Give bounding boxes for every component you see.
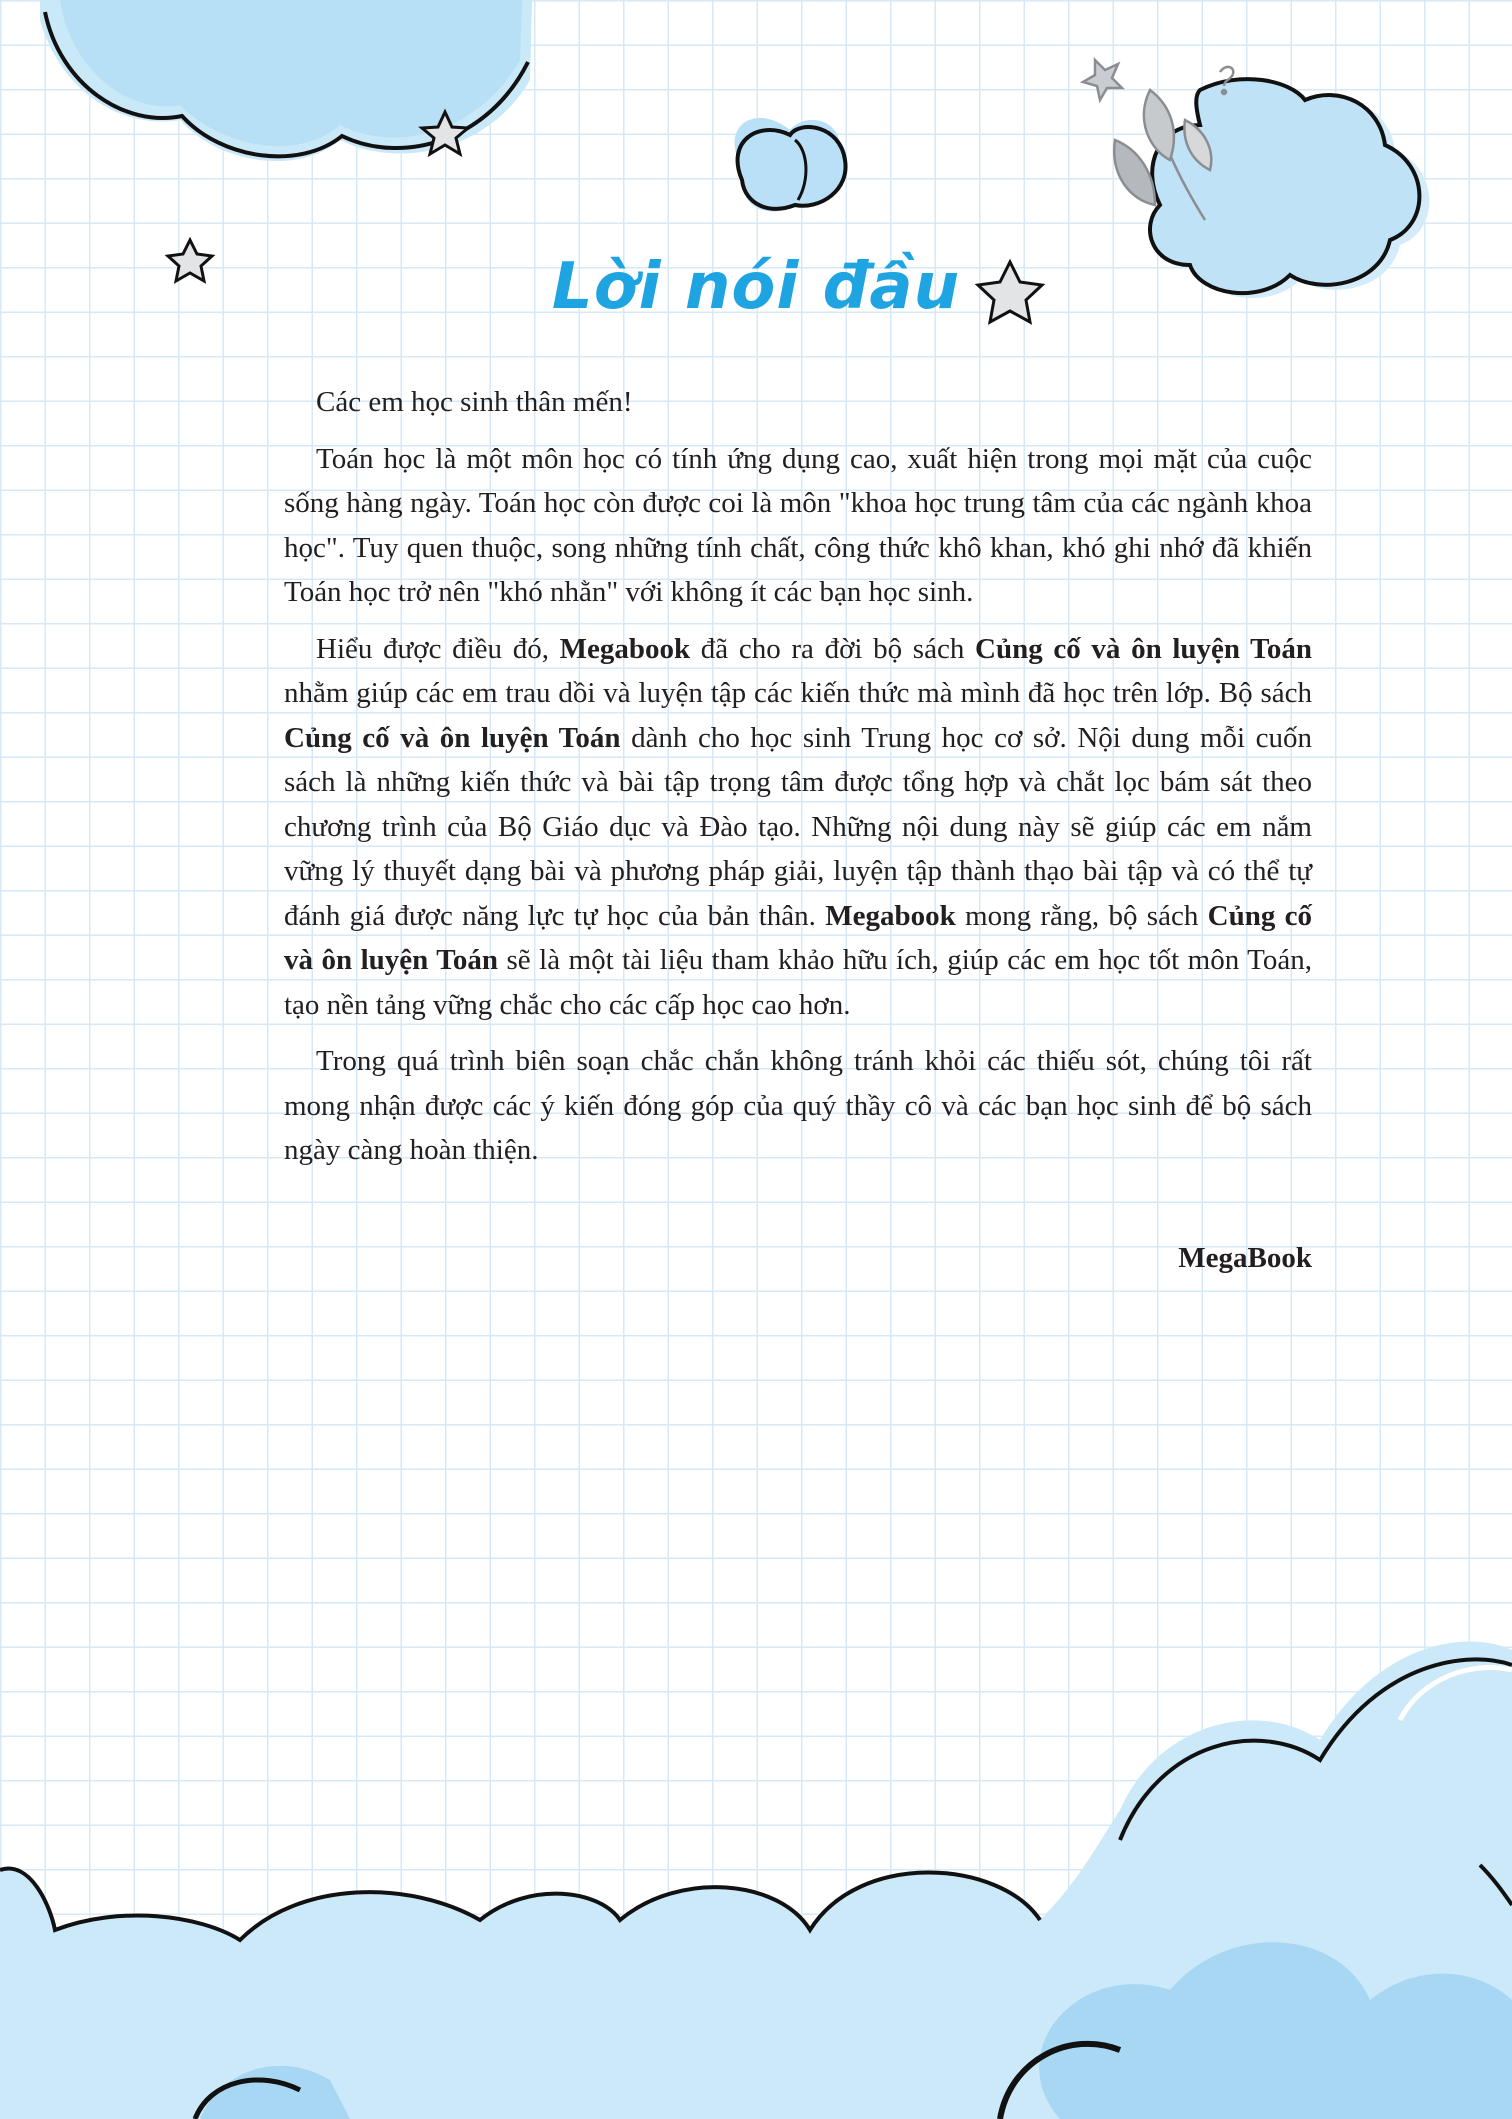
paragraph-2-text: dành cho học sinh Trung học cơ sở. Nội dung mỗi cuốn sách là những kiến thức và bài tập trọng tâm được tổng hợp và chắt lọc bám sát theo chương trình của Bộ Giáo dục và Đào tạo. Những nội dung này sẽ giúp các em nắm vững lý thuyết dạng bài và phương pháp giải, luyện tập thành thạo bài tập và có thể tự đánh giá được năng lực tự học của bản thân.	[284, 721, 1312, 932]
cloud-top-left-icon	[40, 0, 532, 161]
page-title: Lời nói đầu	[551, 250, 961, 324]
cloud-small-icon	[735, 118, 846, 212]
series-name: Củng cố và ôn luyện Toán	[975, 632, 1312, 665]
paragraph-2-text: sẽ là một tài liệu tham khảo hữu ích, giúp các em học tốt môn Toán, tạo nền tảng vững chắc cho các cấp học cao hơn.	[284, 944, 1312, 1021]
paragraph-3: Trong quá trình biên soạn chắc chắn không tránh khỏi các thiếu sót, chúng tôi rất mong nhận được các ý kiến đóng góp của quý thầy cô và các bạn học sinh để bộ sách ngày càng hoàn thiện.	[284, 1045, 1312, 1166]
publisher-name: Megabook	[825, 899, 956, 932]
signature: MegaBook	[1178, 1242, 1312, 1274]
cloud-bottom-icon	[0, 1642, 1512, 2119]
paragraph-2-text: mong rằng, bộ sách	[955, 899, 1208, 932]
paragraph-2-text: Hiểu được điều đó,	[316, 632, 560, 665]
series-name: Củng cố và ôn luyện Toán	[284, 721, 621, 754]
paragraph-2	[284, 627, 1312, 1028]
publisher-name: Megabook	[559, 632, 691, 665]
paragraph-2-text: đã cho ra đời bộ sách	[690, 632, 975, 665]
paragraph-1: Toán học là một môn học có tính ứng dụng cao, xuất hiện trong mọi mặt của cuộc sống hàng ngày. Toán học còn được coi là môn "khoa học trung tâm của các ngành khoa học". Tuy quen thuộc, song những tính chất, công thức khô khan, khó ghi nhớ đã khiến Toán học trở nên "khó nhằn" với không ít các bạn học sinh.	[284, 442, 1312, 608]
greeting: Các em học sinh thân mến!	[316, 386, 633, 418]
series-name: Củng cố và ôn luyện Toán	[284, 899, 1312, 976]
paragraph-2-text: nhằm giúp các em trau dồi và luyện tập các kiến thức mà mình đã học trên lớp. Bộ sách	[284, 677, 1312, 709]
preface-body	[284, 380, 1312, 1185]
leaves-icon	[1083, 60, 1233, 220]
